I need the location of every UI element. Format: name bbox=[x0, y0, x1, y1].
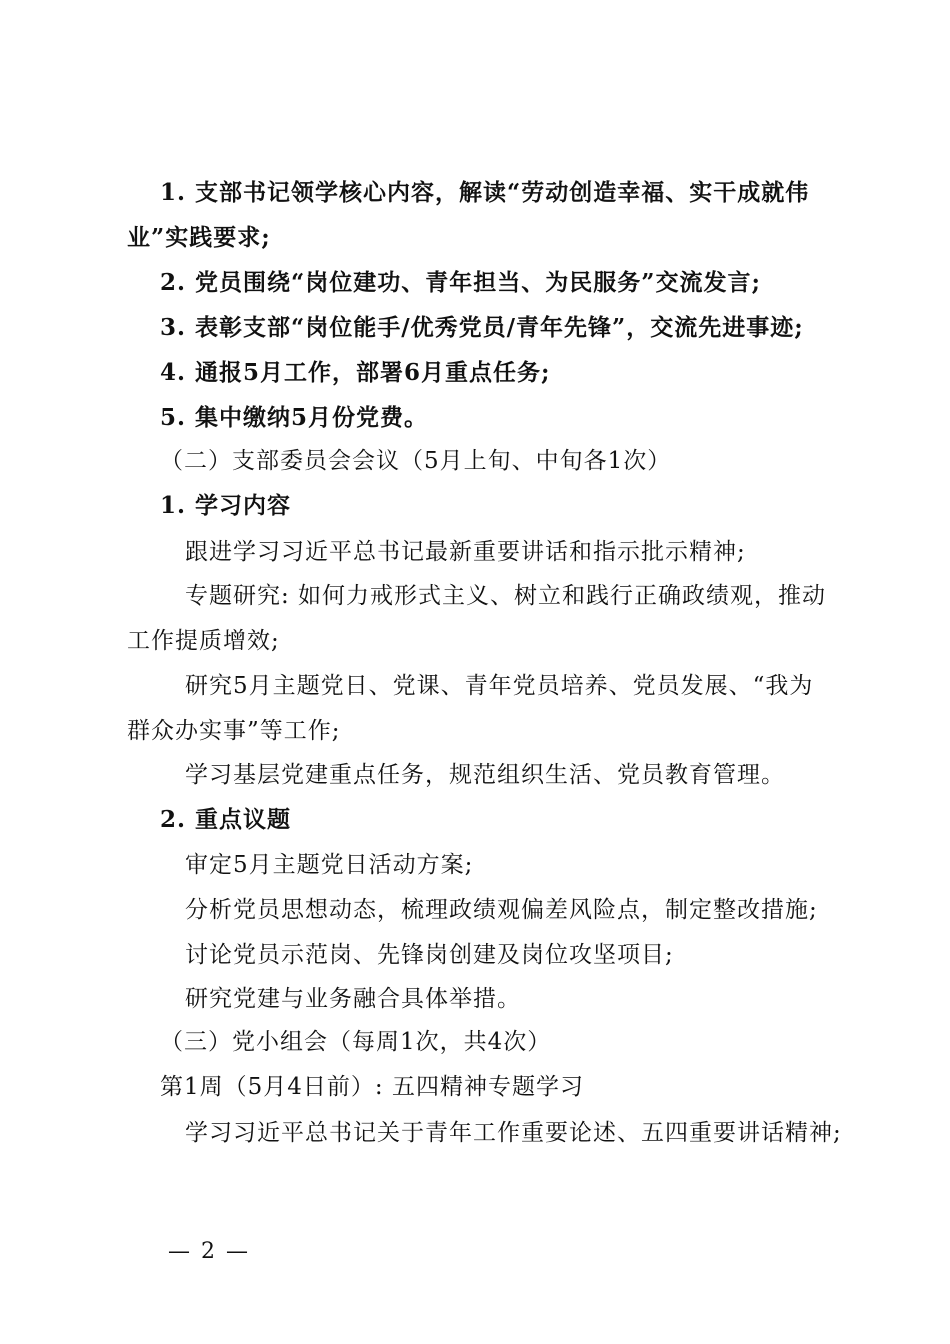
text-line: 审定5月主题党日活动方案; bbox=[185, 852, 474, 878]
text-line: 学习习近平总书记关于青年工作重要论述、五四重要讲话精神; bbox=[185, 1120, 842, 1146]
text-line: 2. 党员围绕“岗位建功、青年担当、为民服务”交流发言; bbox=[160, 269, 761, 296]
text-line: 3. 表彰支部“岗位能手/优秀党员/青年先锋”，交流先进事迹; bbox=[160, 314, 804, 341]
text-line: 学习基层党建重点任务，规范组织生活、党员教育管理。 bbox=[185, 762, 785, 788]
text-line: 业”实践要求; bbox=[127, 224, 271, 251]
text-line: 专题研究: 如何力戒形式主义、树立和践行正确政绩观，推动 bbox=[185, 583, 827, 609]
sub-heading: 1. 学习内容 bbox=[160, 492, 292, 519]
section-heading: （三）党小组会（每周1次，共4次） bbox=[160, 1029, 552, 1055]
text-line: 研究党建与业务融合具体举措。 bbox=[185, 986, 521, 1012]
text-line: 跟进学习习近平总书记最新重要讲话和指示批示精神; bbox=[185, 539, 746, 565]
text-line: 5. 集中缴纳5月份党费。 bbox=[160, 404, 429, 431]
sub-heading: 2. 重点议题 bbox=[160, 806, 292, 833]
text-line: 1. 支部书记领学核心内容，解读“劳动创造幸福、实干成就伟 bbox=[160, 179, 810, 206]
text-line: 研究5月主题党日、党课、青年党员培养、党员发展、“我为 bbox=[185, 673, 814, 699]
section-heading: （二）支部委员会会议（5月上旬、中旬各1次） bbox=[160, 448, 672, 474]
text-line: 第1周（5月4日前）: 五四精神专题学习 bbox=[160, 1074, 584, 1100]
text-line: 群众办实事”等工作; bbox=[127, 718, 341, 744]
text-line: 4. 通报5月工作，部署6月重点任务; bbox=[160, 359, 551, 386]
text-line: 讨论党员示范岗、先锋岗创建及岗位攻坚项目; bbox=[185, 942, 674, 968]
text-line: 工作提质增效; bbox=[127, 628, 280, 654]
page-number: — 2 — bbox=[168, 1239, 250, 1264]
text-line: 分析党员思想动态，梳理政绩观偏差风险点，制定整改措施; bbox=[185, 897, 818, 923]
